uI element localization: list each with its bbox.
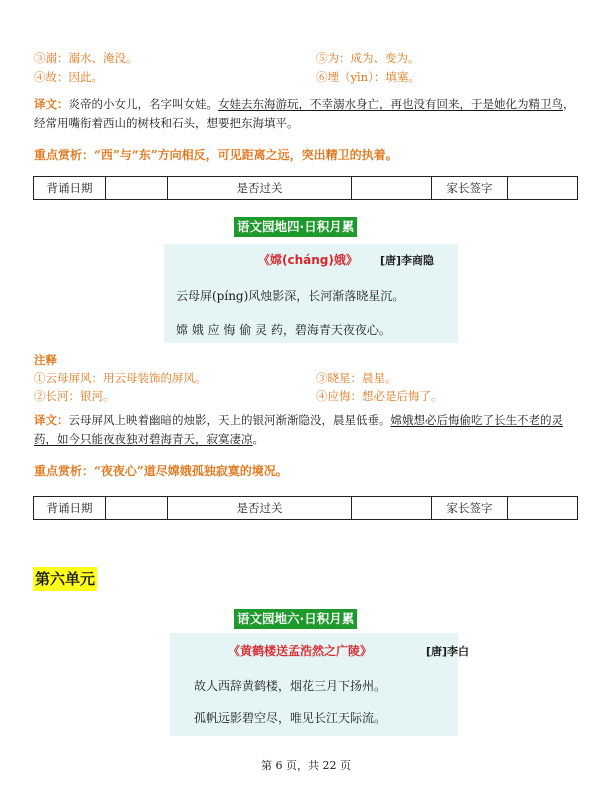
date-cell[interactable] — [106, 497, 168, 520]
note-2: ②长河：银河。 — [34, 389, 115, 403]
poem-line-2: 孤帆远影碧空尽，唯见长江天际流。 — [194, 711, 387, 725]
pass-cell[interactable] — [352, 497, 432, 520]
translation-text: 云母屏风上映着幽暗的烛影，天上的银河渐渐隐没，晨星低垂。 — [68, 413, 391, 427]
poem-title: 《黄鹤楼送孟浩然之广陵》 — [228, 644, 373, 658]
date-label: 背诵日期 — [34, 497, 106, 520]
section-banner-6: 语文园地六·日积月累 — [234, 609, 357, 629]
translation-label: 译文： — [34, 413, 69, 427]
table-row — [34, 497, 578, 520]
table-row — [34, 177, 578, 200]
key-point-2: 重点赏析：“夜夜心”道尽嫦娥孤独寂寞的境况。 — [34, 464, 288, 478]
parent-signature-label: 家长签字 — [432, 497, 508, 520]
translation-text-end: ，经常用嘴衔着西山的树枝和石头，想要把东海填平。 — [34, 97, 575, 130]
pass-label: 是否过关 — [168, 177, 352, 200]
recitation-record-table-2 — [33, 496, 578, 520]
parent-signature-cell[interactable] — [508, 497, 578, 520]
translation-text: 炎帝的小女儿，名字叫女娃。 — [68, 97, 218, 111]
note-4: ④故：因此。 — [34, 70, 103, 84]
note-3: ③晓星：晨星。 — [316, 371, 397, 385]
translation-text-end: 。 — [252, 432, 264, 446]
translation-label: 译文： — [34, 97, 69, 111]
date-label: 背诵日期 — [34, 177, 106, 200]
unit-title: 第六单元 — [33, 567, 97, 591]
translation-underlined: 女娃去东海游玩，不幸溺水身亡，再也没有回来，于是她化为精卫鸟 — [218, 97, 563, 111]
poem-author: [唐]李商隐 — [380, 254, 435, 267]
recitation-record-table-1 — [33, 176, 578, 200]
note-6: ⑥堙（yīn）：填塞。 — [316, 70, 420, 84]
note-3: ③溺：溺水、淹没。 — [34, 51, 138, 65]
key-point-1: 重点赏析：“西”与“东”方向相反，可见距离之远，突出精卫的执着。 — [34, 148, 398, 162]
poem-line-2: 嫦 娥 应 悔 偷 灵 药，碧海青天夜夜心。 — [176, 323, 391, 337]
pass-cell[interactable] — [352, 177, 432, 200]
parent-signature-cell[interactable] — [508, 177, 578, 200]
poem-author: [唐]李白 — [426, 645, 470, 658]
note-5: ⑤为：成为、变为。 — [316, 51, 420, 65]
translation-1 — [34, 95, 579, 133]
section-banner-4: 语文园地四·日积月累 — [234, 217, 357, 237]
notes-label: 注释 — [34, 353, 57, 367]
note-4: ④应悔：想必是后悔了。 — [316, 389, 443, 403]
note-1: ①云母屏风：用云母装饰的屏风。 — [34, 371, 207, 385]
pass-label: 是否过关 — [168, 497, 352, 520]
page-footer: 第 6 页，共 22 页 — [261, 759, 351, 772]
poem-line-1: 故人西辞黄鹤楼，烟花三月下扬州。 — [194, 679, 387, 693]
poem-line-1: 云母屏(píng)风烛影深，长河渐落晓星沉。 — [176, 289, 405, 303]
poem-title: 《嫦(cháng)娥》 — [258, 253, 358, 267]
parent-signature-label: 家长签字 — [432, 177, 508, 200]
date-cell[interactable] — [106, 177, 168, 200]
translation-underlined: 嫦娥想必后悔偷吃了长生不老的灵药，如今只能夜夜独对碧海青天，寂寞凄凉 — [34, 413, 563, 446]
translation-2 — [34, 411, 579, 449]
